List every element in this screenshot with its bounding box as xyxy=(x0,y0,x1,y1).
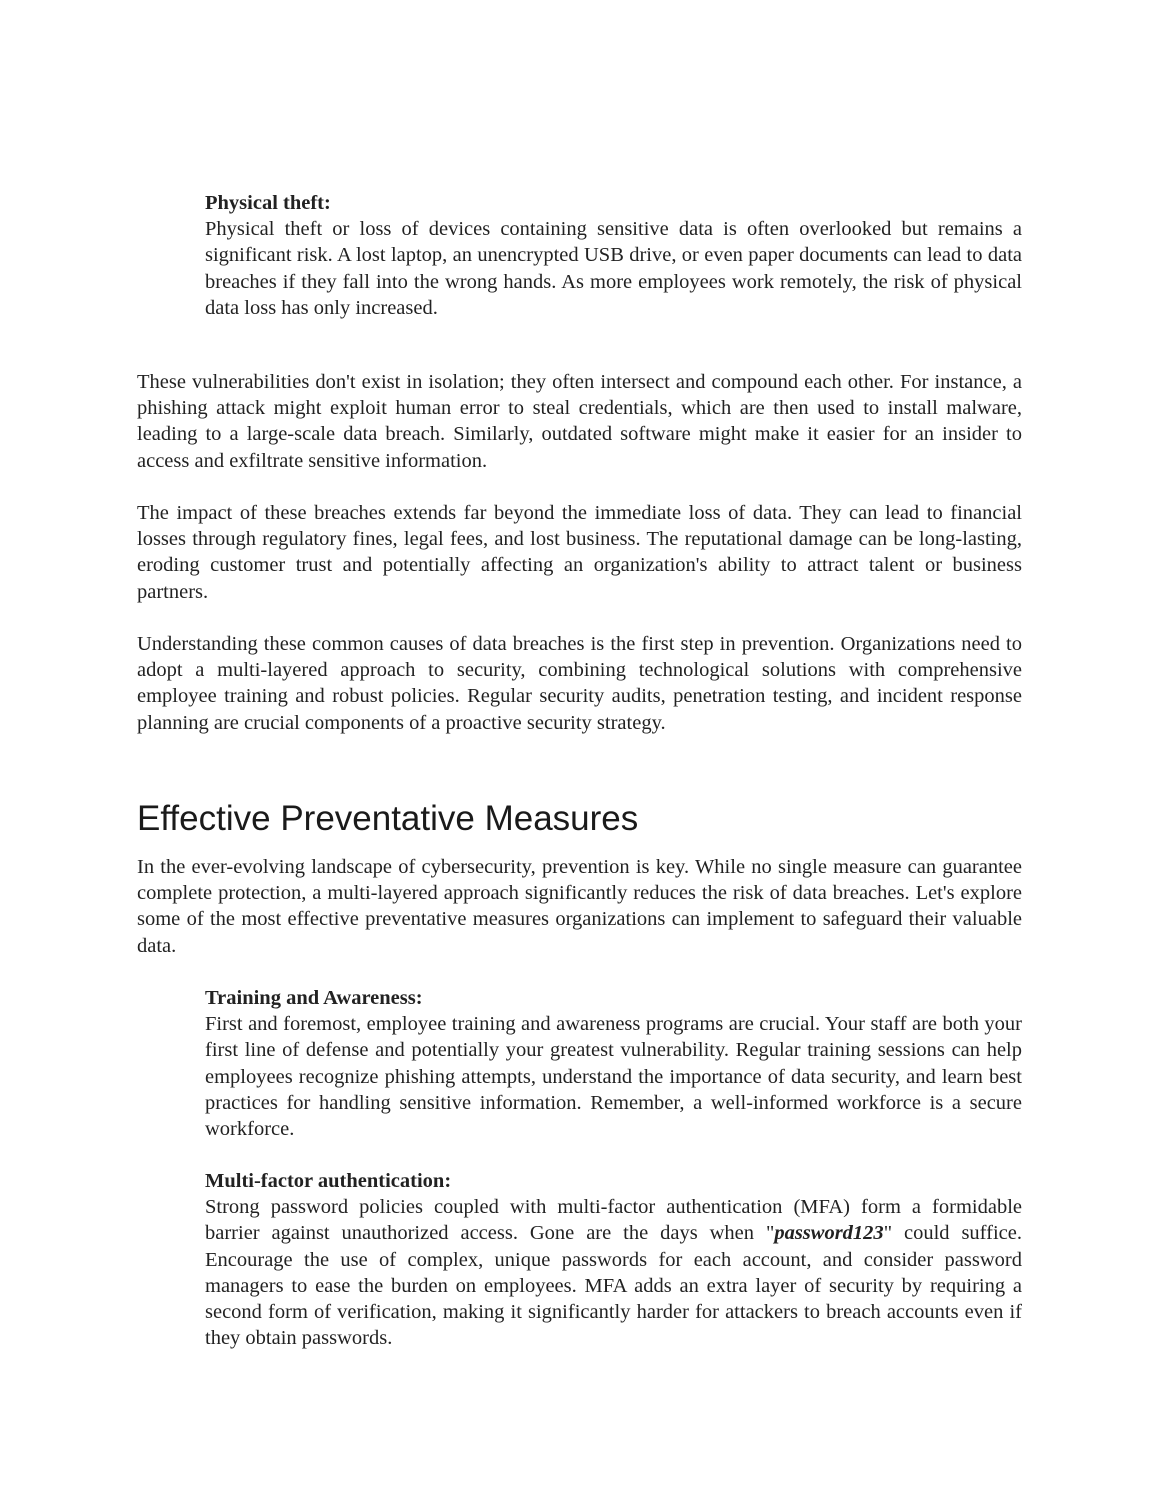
mfa-heading: Multi-factor authentication: xyxy=(205,1170,452,1192)
paragraph-vulnerabilities: These vulnerabilities don't exist in isolation; they often intersect and compound each other. For instance, a phishing attack might exploit human error to steal credentials, which are then used to install malware, leading to a large-scale data breach. Similarly, outdated software might make it easier for an insider to access and exfiltrate sensitive information. xyxy=(137,371,1022,472)
mfa-text-after: " could suffice. Encourage the use of complex, unique passwords for each account, and consider password managers to ease the burden on employees. MFA adds an extra layer of security by requiring a second form of verification, making it significantly harder for attackers to breach accounts even if they obtain passwords. xyxy=(205,1222,1022,1350)
physical-theft-block xyxy=(205,190,1022,321)
mfa-block xyxy=(205,1168,1022,1351)
section-intro: In the ever-evolving landscape of cybersecurity, prevention is key. While no single measure can guarantee complete protection, a multi-layered approach significantly reduces the risk of data breaches. Let's explore some of the most effective preventative measures organizations can implement to safeguard their valuable data. xyxy=(137,856,1022,957)
paragraph-understanding: Understanding these common causes of data breaches is the first step in prevention. Organizations need to adopt a multi-layered approach to security, combining technological solutions with comprehensive employee training and robust policies. Regular security audits, penetration testing, and incident response planning are crucial components of a proactive security strategy. xyxy=(137,633,1022,734)
training-text: First and foremost, employee training and awareness programs are crucial. Your staff are both your first line of defense and potentially your greatest vulnerability. Regular training sessions can help employees recognize phishing attempts, understand the importance of data security, and learn best practices for handling sensitive information. Remember, a well-informed workforce is a secure workforce. xyxy=(205,1013,1022,1141)
physical-theft-text: Physical theft or loss of devices containing sensitive data is often overlooked but remains a significant risk. A lost laptop, an unencrypted USB drive, or even paper documents can lead to data breaches if they fall into the wrong hands. As more employees work remotely, the risk of physical data loss has only increased. xyxy=(205,218,1022,319)
paragraph-impact: The impact of these breaches extends far beyond the immediate loss of data. They can lead to financial losses through regulatory fines, legal fees, and lost business. The reputational damage can be long-lasting, eroding customer trust and potentially affecting an organization's ability to attract talent or business partners. xyxy=(137,502,1022,603)
mfa-text xyxy=(205,1194,1022,1351)
physical-theft-heading: Physical theft: xyxy=(205,192,331,214)
training-block xyxy=(205,985,1022,1142)
training-heading: Training and Awareness: xyxy=(205,987,423,1009)
mfa-text-before: Strong password policies coupled with multi-factor authentication (MFA) form a formidable barrier against unauthorized access. Gone are the days when " xyxy=(205,1196,1022,1245)
mfa-password-example: password123 xyxy=(774,1222,884,1245)
section-title: Effective Preventative Measures xyxy=(137,799,639,838)
